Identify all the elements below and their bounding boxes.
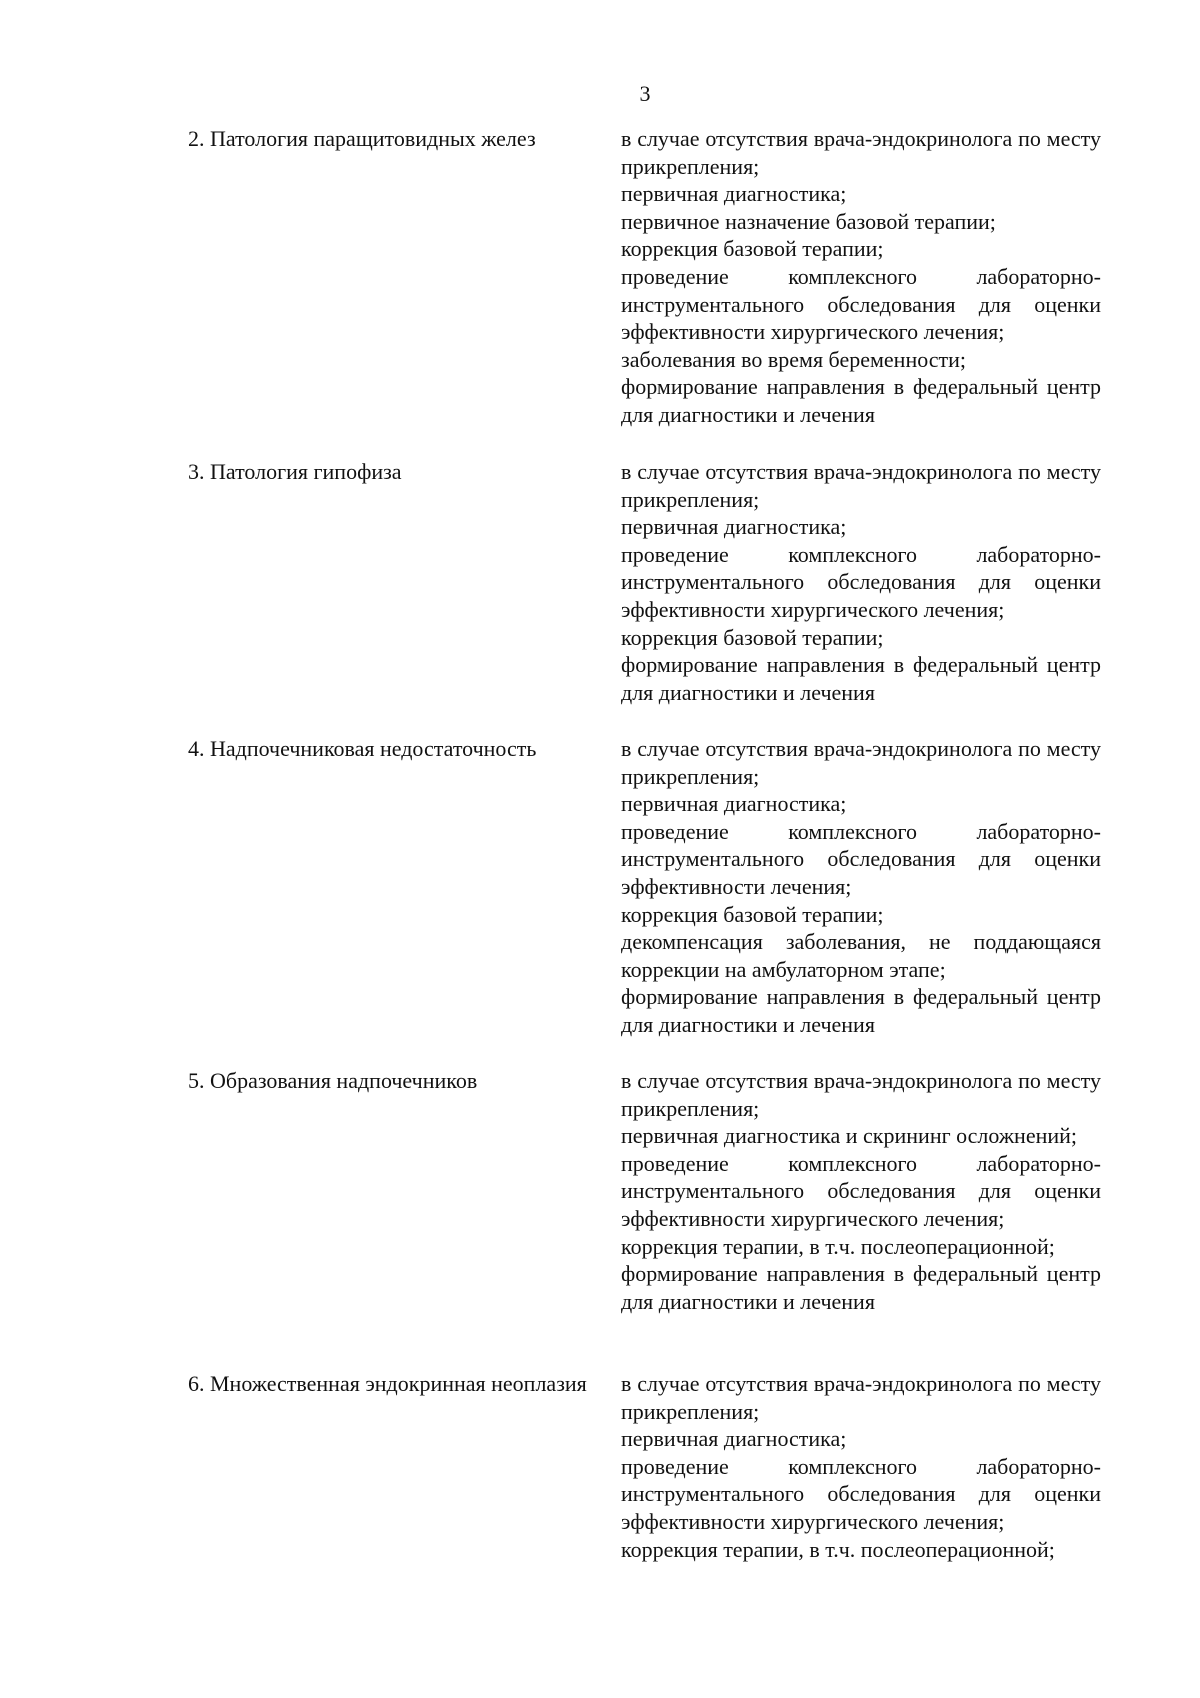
condition-title: 2. Патология паращитовидных желез <box>188 126 536 151</box>
criteria-item: формирование направления в федеральный центр для диагностики и лечения <box>621 1261 1101 1314</box>
criteria-list <box>621 735 1101 1039</box>
criteria-item: первичная диагностика; <box>621 181 847 207</box>
criteria-item: в случае отсутствия врача-эндокринолога по месту прикрепления; <box>621 126 1101 179</box>
criteria-item: декомпенсация заболевания, не поддающаяся коррекции на амбулаторном этапе; <box>621 929 1101 982</box>
criteria-item: в случае отсутствия врача-эндокринолога по месту прикрепления; <box>621 1068 1101 1121</box>
criteria-item: проведение комплексного лабораторно-инструментального обследования для оценки эффективности хирургического лечения; <box>621 541 1101 622</box>
criteria-item: первичная диагностика; <box>621 514 847 540</box>
criteria-item: первичная диагностика; <box>621 791 847 817</box>
criteria-list <box>621 125 1101 429</box>
criteria-item: коррекция базовой терапии; <box>621 624 884 650</box>
criteria-list <box>621 1067 1101 1315</box>
criteria-item: формирование направления в федеральный центр для диагностики и лечения <box>621 652 1101 705</box>
criteria-item: в случае отсутствия врача-эндокринолога по месту прикрепления; <box>621 736 1101 789</box>
criteria-item: проведение комплексного лабораторно-инструментального обследования для оценки эффективности хирургического лечения; <box>621 1150 1101 1231</box>
criteria-item: проведение комплексного лабораторно-инструментального обследования для оценки эффективности хирургического лечения; <box>621 1453 1101 1534</box>
criteria-item: коррекция базовой терапии; <box>621 236 884 262</box>
condition-title: 5. Образования надпочечников <box>188 1068 478 1093</box>
criteria-item: коррекция терапии, в т.ч. послеоперационной; <box>621 1536 1055 1562</box>
criteria-item: проведение комплексного лабораторно-инструментального обследования для оценки эффективности хирургического лечения; <box>621 263 1101 345</box>
criteria-item: формирование направления в федеральный центр для диагностики и лечения <box>621 984 1101 1037</box>
criteria-item: в случае отсутствия врача-эндокринолога по месту прикрепления; <box>621 1371 1101 1424</box>
criteria-item: первичная диагностика и скрининг осложнений; <box>621 1123 1078 1149</box>
page-number: 3 <box>639 81 651 106</box>
criteria-item: коррекция терапии, в т.ч. послеоперационной; <box>621 1233 1055 1259</box>
condition-title: 3. Патология гипофиза <box>188 459 402 484</box>
criteria-item: первичное назначение базовой терапии; <box>621 208 996 234</box>
criteria-list <box>621 458 1101 706</box>
criteria-list <box>621 1370 1101 1563</box>
criteria-item: формирование направления в федеральный центр для диагностики и лечения <box>621 374 1101 427</box>
criteria-item: в случае отсутствия врача-эндокринолога по месту прикрепления; <box>621 459 1101 512</box>
criteria-item: проведение комплексного лабораторно-инструментального обследования для оценки эффективности лечения; <box>621 818 1101 899</box>
criteria-item: первичная диагностика; <box>621 1426 847 1452</box>
condition-title: 6. Множественная эндокринная неоплазия <box>188 1371 587 1396</box>
criteria-item: заболевания во время беременности; <box>621 346 967 372</box>
condition-title: 4. Надпочечниковая недостаточность <box>188 736 537 761</box>
criteria-item: коррекция базовой терапии; <box>621 901 884 927</box>
